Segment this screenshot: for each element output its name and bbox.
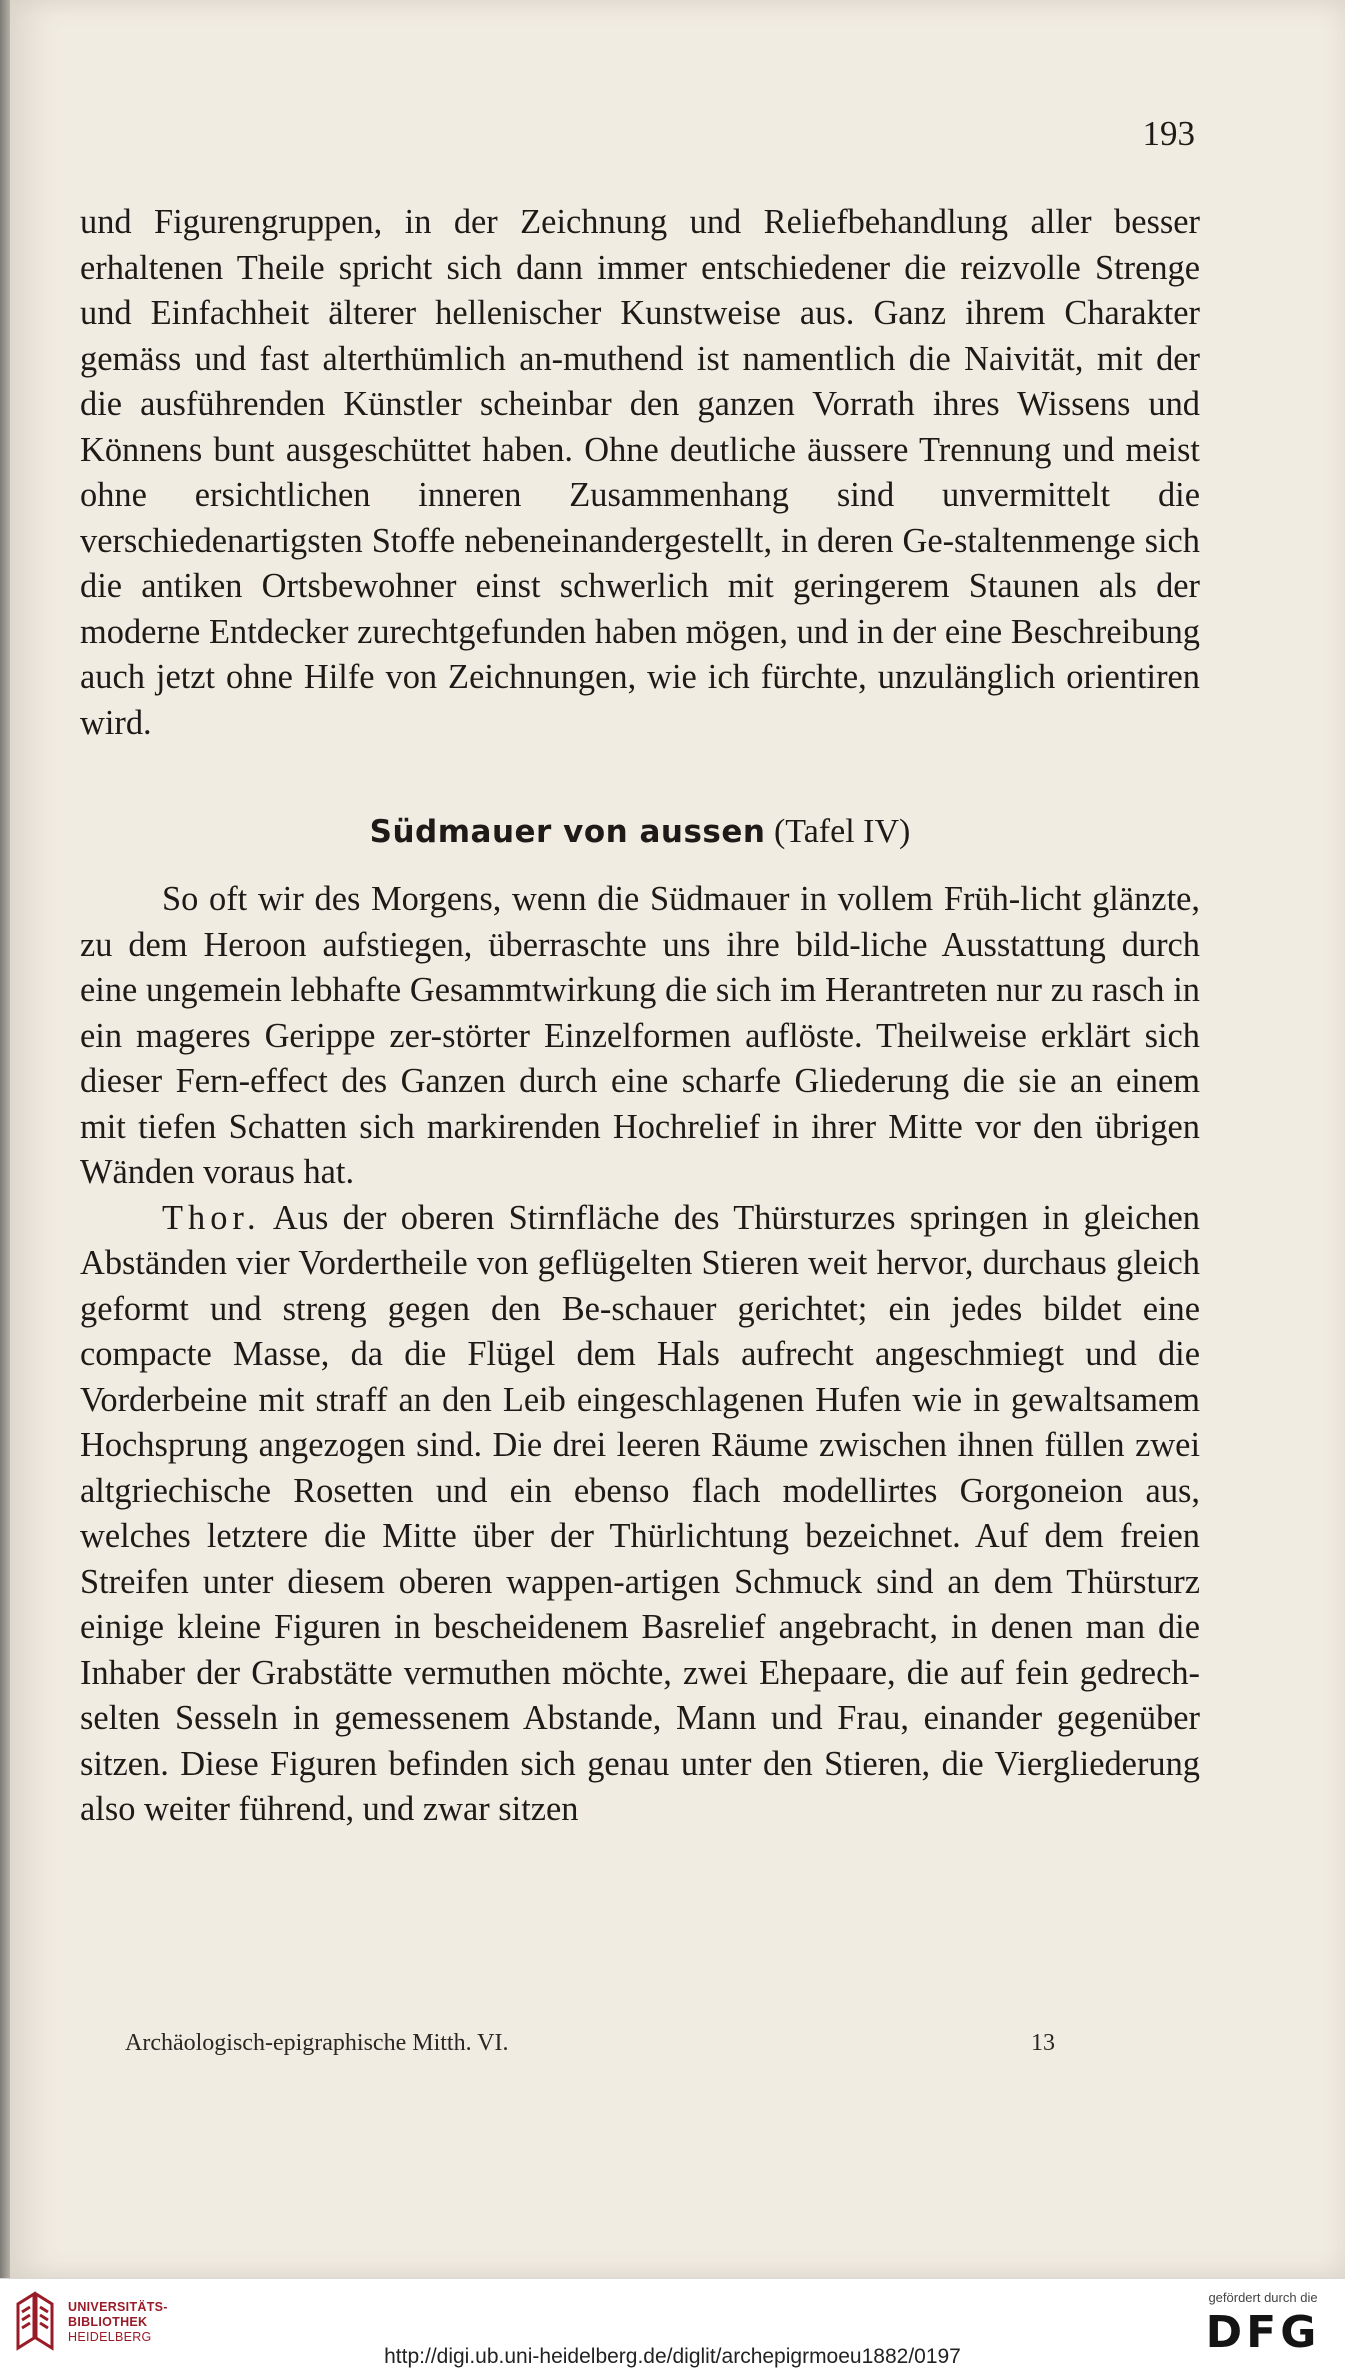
- scanned-page: [10, 0, 1345, 2278]
- body-text: [80, 200, 1200, 1833]
- library-name-line-1: UNIVERSITÄTS-: [68, 2299, 168, 2314]
- dfg-logo: DFG: [1205, 2307, 1321, 2358]
- heading-title: Südmauer von aussen: [369, 814, 766, 850]
- paragraph-3: [80, 1196, 1200, 1833]
- heading-plate-ref: (Tafel IV): [765, 813, 911, 850]
- paragraph-1: und Figurengruppen, in der Zeichnung und Reliefbehandlung aller besser erhaltenen Theile spricht sich dann immer entschiedener die reizvolle Strenge und Einfachheit älterer hellenischer Kunstweise aus. Ganz ihrem Charakter gemäss und fast alterthümlich an-muthend ist namentlich die Naivität, mit der die ausführenden Künstler scheinbar den ganzen Vorrath ihres Wissens und Könnens bunt ausgeschüttet haben. Ohne deutliche äussere Trennung und meist ohne ersichtlichen inneren Zusammenhang sind unvermittelt die verschiedenartigsten Stoffe nebeneinandergestellt, in deren Ge-staltenmenge sich die antiken Ortsbewohner einst schwerlich mit geringerem Staunen als der moderne Entdecker zurechtgefunden haben mögen, und in der eine Beschreibung auch jetzt ohne Hilfe von Zeichnungen, wie ich fürchte, unzulänglich orientiren wird.: [80, 203, 1200, 742]
- paragraph-3-lead: Thor.: [162, 1198, 261, 1237]
- page-footer: [125, 2030, 1055, 2057]
- paragraph-2: So oft wir des Morgens, wenn die Südmauer in vollem Früh-licht glänzte, zu dem Heroon aufstiegen, überraschte uns ihre bild-liche Ausstattung durch eine ungemein lebhafte Gesammtwirkung die sich im Herantreten nur zu rasch in ein mageres Gerippe zer-störter Einzelformen auflöste. Theilweise erklärt sich dieser Fern-effect des Ganzen durch eine scharfe Gliederung die sie an einem mit tiefen Schatten sich markirenden Hochrelief in ihrer Mitte vor den übrigen Wänden voraus hat.: [80, 880, 1200, 1191]
- page-number: 193: [1142, 114, 1195, 153]
- section-heading: [80, 809, 1200, 855]
- permalink-url[interactable]: http://digi.ub.uni-heidelberg.de/diglit/archepigrmoeu1882/0197: [384, 2345, 961, 2368]
- scan-edge: [0, 0, 10, 2278]
- funding-caption: gefördert durch die: [1208, 2290, 1318, 2305]
- library-name-line-3: HEIDELBERG: [68, 2329, 152, 2344]
- funding-notice[interactable]: [1193, 2290, 1333, 2358]
- library-name-line-2: BIBLIOTHEK: [68, 2314, 148, 2329]
- signature-number: 13: [1031, 2030, 1055, 2056]
- paragraph-3-text: Aus der oberen Stirnfläche des Thürsturzes springen in gleichen Abständen vier Vordertheile von geflügelten Stieren weit hervor, durchaus gleich geformt und streng gegen den Be-schauer gerichtet; ein jedes bildet eine compacte Masse, da die Flügel dem Hals aufrecht angeschmiegt und die Vorderbeine mit straff an den Leib eingeschlagenen Hufen wie in gewaltsamem Hochsprung angezogen sind. Die drei leeren Räume zwischen ihnen füllen zwei altgriechische Rosetten und ein ebenso flach modellirtes Gorgoneion aus, welches letztere die Mitte über der Thürlichtung bezeichnet. Auf dem freien Streifen unter diesem oberen wappen-artigen Schmuck sind an dem Thürsturz einige kleine Figuren in bescheidenem Basrelief angebracht, in denen man die Inhaber der Grabstätte vermuthen möchte, zwei Ehepaare, die auf fein gedrech-selten Sesseln in gemessenem Abstande, Mann und Frau, einander gegenüber sitzen. Diese Figuren befinden sich genau unter den Stieren, die Viergliederung also weiter führend, und zwar sitzen: [80, 1198, 1200, 1828]
- journal-title: Archäologisch-epigraphische Mitth. VI.: [125, 2030, 509, 2056]
- library-name: [68, 2300, 168, 2345]
